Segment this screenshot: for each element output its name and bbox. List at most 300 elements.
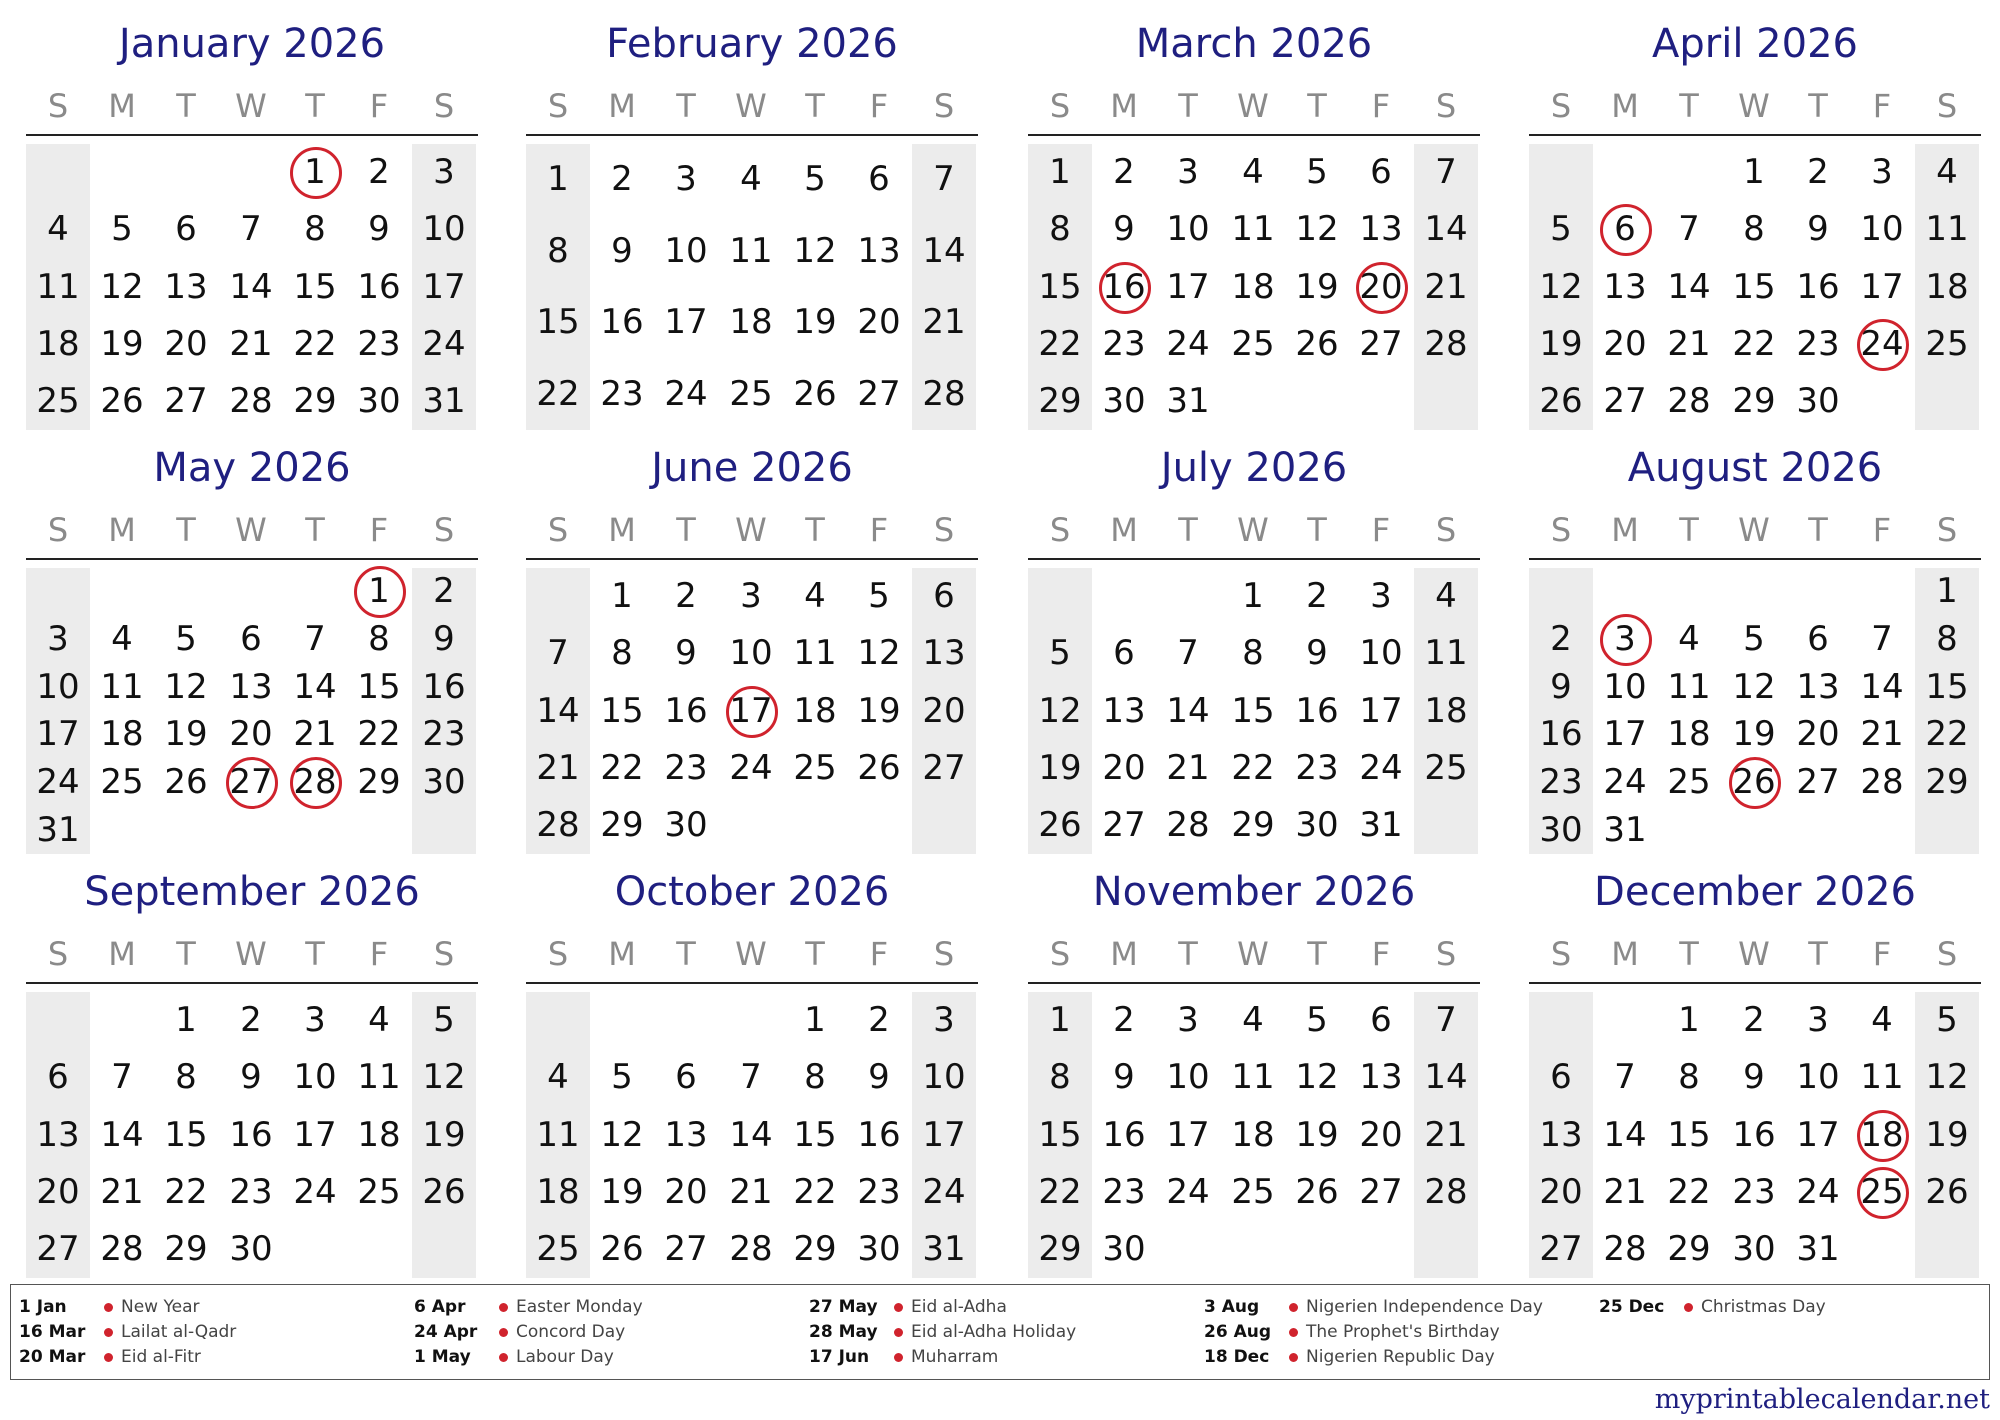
day-cell[interactable] (1092, 683, 1156, 740)
day-cell[interactable] (783, 1049, 847, 1106)
day-cell[interactable] (347, 992, 411, 1049)
day-cell[interactable] (1092, 1164, 1156, 1221)
day-cell[interactable] (283, 1107, 347, 1164)
day-cell[interactable] (1028, 1164, 1092, 1221)
day-cell[interactable] (1285, 992, 1349, 1049)
day-cell[interactable] (654, 1164, 718, 1221)
day-cell[interactable] (1414, 144, 1478, 201)
day-cell[interactable] (1156, 316, 1220, 373)
day-cell[interactable] (1722, 316, 1786, 373)
day-cell[interactable] (154, 1221, 218, 1278)
day-cell[interactable] (654, 294, 718, 351)
site-credit[interactable]: myprintablecalendar.net (1654, 1384, 1990, 1415)
day-cell[interactable] (1028, 373, 1092, 430)
day-cell[interactable] (783, 151, 847, 208)
day-cell[interactable] (1285, 1164, 1349, 1221)
day-cell[interactable] (912, 1164, 976, 1221)
day-cell[interactable] (1786, 201, 1850, 258)
day-cell[interactable] (1722, 1164, 1786, 1221)
day-cell[interactable] (1221, 625, 1285, 682)
day-cell[interactable] (1285, 797, 1349, 854)
day-cell[interactable] (1349, 1164, 1413, 1221)
holiday-day-cell[interactable] (719, 683, 783, 740)
day-cell[interactable] (654, 1107, 718, 1164)
day-cell[interactable] (1028, 992, 1092, 1049)
day-cell[interactable] (1285, 1049, 1349, 1106)
day-cell[interactable] (347, 201, 411, 258)
day-cell[interactable] (1786, 754, 1850, 811)
day-cell[interactable] (1722, 1221, 1786, 1278)
day-cell[interactable] (847, 1107, 911, 1164)
day-cell[interactable] (1529, 1164, 1593, 1221)
day-cell[interactable] (1529, 1221, 1593, 1278)
day-cell[interactable] (1722, 1107, 1786, 1164)
day-cell[interactable] (1221, 1164, 1285, 1221)
day-cell[interactable] (1156, 1049, 1220, 1106)
day-cell[interactable] (1092, 625, 1156, 682)
day-cell[interactable] (847, 1049, 911, 1106)
day-cell[interactable] (1786, 1049, 1850, 1106)
day-cell[interactable] (1414, 740, 1478, 797)
day-cell[interactable] (1529, 316, 1593, 373)
day-cell[interactable] (1722, 373, 1786, 430)
day-cell[interactable] (1529, 259, 1593, 316)
day-cell[interactable] (154, 316, 218, 373)
day-cell[interactable] (719, 151, 783, 208)
day-cell[interactable] (1414, 683, 1478, 740)
day-cell[interactable] (219, 373, 283, 430)
day-cell[interactable] (783, 625, 847, 682)
day-cell[interactable] (219, 259, 283, 316)
day-cell[interactable] (219, 992, 283, 1049)
day-cell[interactable] (1850, 259, 1914, 316)
day-cell[interactable] (26, 1164, 90, 1221)
holiday-day-cell[interactable] (283, 754, 347, 811)
day-cell[interactable] (1285, 201, 1349, 258)
day-cell[interactable] (90, 1049, 154, 1106)
day-cell[interactable] (90, 1164, 154, 1221)
day-cell[interactable] (912, 625, 976, 682)
day-cell[interactable] (1349, 797, 1413, 854)
day-cell[interactable] (1285, 740, 1349, 797)
day-cell[interactable] (1028, 1107, 1092, 1164)
day-cell[interactable] (26, 316, 90, 373)
day-cell[interactable] (526, 151, 590, 208)
day-cell[interactable] (154, 1164, 218, 1221)
day-cell[interactable] (847, 1164, 911, 1221)
day-cell[interactable] (154, 1049, 218, 1106)
day-cell[interactable] (1529, 1107, 1593, 1164)
day-cell[interactable] (154, 259, 218, 316)
day-cell[interactable] (26, 259, 90, 316)
day-cell[interactable] (590, 797, 654, 854)
day-cell[interactable] (526, 1221, 590, 1278)
day-cell[interactable] (1285, 316, 1349, 373)
day-cell[interactable] (590, 1107, 654, 1164)
day-cell[interactable] (719, 366, 783, 423)
day-cell[interactable] (1092, 316, 1156, 373)
day-cell[interactable] (912, 1049, 976, 1106)
day-cell[interactable] (783, 1164, 847, 1221)
day-cell[interactable] (1722, 259, 1786, 316)
day-cell[interactable] (719, 1049, 783, 1106)
day-cell[interactable] (1221, 797, 1285, 854)
day-cell[interactable] (1414, 259, 1478, 316)
day-cell[interactable] (847, 568, 911, 625)
day-cell[interactable] (1349, 568, 1413, 625)
day-cell[interactable] (1722, 1049, 1786, 1106)
day-cell[interactable] (590, 625, 654, 682)
day-cell[interactable] (783, 992, 847, 1049)
day-cell[interactable] (1156, 1107, 1220, 1164)
day-cell[interactable] (412, 1049, 476, 1106)
day-cell[interactable] (1028, 144, 1092, 201)
day-cell[interactable] (783, 568, 847, 625)
day-cell[interactable] (783, 683, 847, 740)
day-cell[interactable] (26, 373, 90, 430)
day-cell[interactable] (1092, 1107, 1156, 1164)
day-cell[interactable] (1349, 740, 1413, 797)
day-cell[interactable] (783, 223, 847, 280)
day-cell[interactable] (1657, 1107, 1721, 1164)
day-cell[interactable] (1915, 201, 1979, 258)
holiday-day-cell[interactable] (1722, 754, 1786, 811)
day-cell[interactable] (1529, 373, 1593, 430)
day-cell[interactable] (1092, 1221, 1156, 1278)
day-cell[interactable] (1285, 1107, 1349, 1164)
day-cell[interactable] (347, 1107, 411, 1164)
day-cell[interactable] (654, 568, 718, 625)
day-cell[interactable] (1221, 1049, 1285, 1106)
day-cell[interactable] (1156, 740, 1220, 797)
day-cell[interactable] (719, 294, 783, 351)
day-cell[interactable] (1221, 1107, 1285, 1164)
day-cell[interactable] (1028, 1049, 1092, 1106)
day-cell[interactable] (1285, 568, 1349, 625)
day-cell[interactable] (412, 144, 476, 201)
day-cell[interactable] (1414, 568, 1478, 625)
day-cell[interactable] (1850, 754, 1914, 811)
day-cell[interactable] (1092, 373, 1156, 430)
day-cell[interactable] (1349, 1107, 1413, 1164)
day-cell[interactable] (912, 1107, 976, 1164)
day-cell[interactable] (1221, 992, 1285, 1049)
day-cell[interactable] (412, 992, 476, 1049)
day-cell[interactable] (1786, 144, 1850, 201)
day-cell[interactable] (847, 151, 911, 208)
day-cell[interactable] (26, 1221, 90, 1278)
day-cell[interactable] (1092, 740, 1156, 797)
day-cell[interactable] (526, 797, 590, 854)
day-cell[interactable] (1221, 201, 1285, 258)
day-cell[interactable] (1414, 625, 1478, 682)
day-cell[interactable] (590, 740, 654, 797)
day-cell[interactable] (1722, 144, 1786, 201)
day-cell[interactable] (90, 1107, 154, 1164)
day-cell[interactable] (1156, 992, 1220, 1049)
day-cell[interactable] (654, 625, 718, 682)
day-cell[interactable] (912, 223, 976, 280)
day-cell[interactable] (154, 992, 218, 1049)
day-cell[interactable] (783, 1107, 847, 1164)
day-cell[interactable] (719, 1164, 783, 1221)
day-cell[interactable] (654, 683, 718, 740)
day-cell[interactable] (347, 373, 411, 430)
day-cell[interactable] (1092, 201, 1156, 258)
day-cell[interactable] (1028, 201, 1092, 258)
day-cell[interactable] (283, 316, 347, 373)
day-cell[interactable] (1414, 316, 1478, 373)
day-cell[interactable] (90, 754, 154, 811)
day-cell[interactable] (719, 625, 783, 682)
day-cell[interactable] (1657, 373, 1721, 430)
holiday-day-cell[interactable] (1349, 259, 1413, 316)
day-cell[interactable] (1285, 625, 1349, 682)
day-cell[interactable] (154, 754, 218, 811)
day-cell[interactable] (847, 683, 911, 740)
day-cell[interactable] (1092, 1049, 1156, 1106)
day-cell[interactable] (654, 797, 718, 854)
day-cell[interactable] (847, 294, 911, 351)
day-cell[interactable] (1657, 992, 1721, 1049)
day-cell[interactable] (1349, 625, 1413, 682)
day-cell[interactable] (1028, 316, 1092, 373)
day-cell[interactable] (1915, 1164, 1979, 1221)
day-cell[interactable] (412, 316, 476, 373)
day-cell[interactable] (1915, 1107, 1979, 1164)
day-cell[interactable] (1529, 1049, 1593, 1106)
day-cell[interactable] (1221, 144, 1285, 201)
day-cell[interactable] (1593, 259, 1657, 316)
day-cell[interactable] (1414, 1164, 1478, 1221)
day-cell[interactable] (1028, 1221, 1092, 1278)
day-cell[interactable] (590, 683, 654, 740)
day-cell[interactable] (1786, 259, 1850, 316)
holiday-day-cell[interactable] (283, 144, 347, 201)
day-cell[interactable] (412, 1107, 476, 1164)
day-cell[interactable] (1786, 316, 1850, 373)
day-cell[interactable] (1156, 201, 1220, 258)
day-cell[interactable] (1349, 201, 1413, 258)
day-cell[interactable] (1349, 992, 1413, 1049)
day-cell[interactable] (590, 294, 654, 351)
day-cell[interactable] (347, 259, 411, 316)
day-cell[interactable] (1092, 797, 1156, 854)
day-cell[interactable] (1028, 259, 1092, 316)
day-cell[interactable] (526, 294, 590, 351)
day-cell[interactable] (1786, 373, 1850, 430)
day-cell[interactable] (1850, 201, 1914, 258)
day-cell[interactable] (26, 201, 90, 258)
day-cell[interactable] (912, 151, 976, 208)
day-cell[interactable] (90, 1221, 154, 1278)
day-cell[interactable] (590, 366, 654, 423)
day-cell[interactable] (590, 223, 654, 280)
day-cell[interactable] (912, 683, 976, 740)
day-cell[interactable] (1092, 144, 1156, 201)
day-cell[interactable] (26, 1049, 90, 1106)
day-cell[interactable] (654, 1221, 718, 1278)
day-cell[interactable] (283, 992, 347, 1049)
day-cell[interactable] (1285, 144, 1349, 201)
day-cell[interactable] (347, 1164, 411, 1221)
day-cell[interactable] (1593, 316, 1657, 373)
day-cell[interactable] (1529, 201, 1593, 258)
day-cell[interactable] (590, 1164, 654, 1221)
day-cell[interactable] (526, 740, 590, 797)
day-cell[interactable] (526, 223, 590, 280)
day-cell[interactable] (526, 1164, 590, 1221)
day-cell[interactable] (1915, 259, 1979, 316)
day-cell[interactable] (654, 151, 718, 208)
holiday-day-cell[interactable] (1850, 316, 1914, 373)
day-cell[interactable] (1657, 1164, 1721, 1221)
day-cell[interactable] (283, 259, 347, 316)
day-cell[interactable] (1657, 754, 1721, 811)
day-cell[interactable] (219, 1221, 283, 1278)
holiday-day-cell[interactable] (1850, 1107, 1914, 1164)
day-cell[interactable] (912, 992, 976, 1049)
day-cell[interactable] (154, 201, 218, 258)
day-cell[interactable] (590, 1049, 654, 1106)
holiday-day-cell[interactable] (219, 754, 283, 811)
holiday-day-cell[interactable] (1092, 259, 1156, 316)
day-cell[interactable] (912, 568, 976, 625)
day-cell[interactable] (1221, 740, 1285, 797)
day-cell[interactable] (1657, 201, 1721, 258)
day-cell[interactable] (154, 373, 218, 430)
day-cell[interactable] (1349, 316, 1413, 373)
day-cell[interactable] (783, 740, 847, 797)
day-cell[interactable] (1349, 1049, 1413, 1106)
day-cell[interactable] (1657, 1221, 1721, 1278)
day-cell[interactable] (1414, 201, 1478, 258)
day-cell[interactable] (412, 259, 476, 316)
day-cell[interactable] (654, 1049, 718, 1106)
day-cell[interactable] (1915, 754, 1979, 811)
day-cell[interactable] (783, 294, 847, 351)
day-cell[interactable] (719, 740, 783, 797)
day-cell[interactable] (526, 1049, 590, 1106)
day-cell[interactable] (1722, 201, 1786, 258)
day-cell[interactable] (412, 1164, 476, 1221)
day-cell[interactable] (1915, 316, 1979, 373)
day-cell[interactable] (1414, 1049, 1478, 1106)
day-cell[interactable] (912, 366, 976, 423)
day-cell[interactable] (719, 568, 783, 625)
day-cell[interactable] (526, 1107, 590, 1164)
day-cell[interactable] (347, 144, 411, 201)
day-cell[interactable] (1657, 316, 1721, 373)
day-cell[interactable] (1028, 625, 1092, 682)
day-cell[interactable] (347, 316, 411, 373)
day-cell[interactable] (1593, 373, 1657, 430)
day-cell[interactable] (590, 568, 654, 625)
day-cell[interactable] (847, 625, 911, 682)
day-cell[interactable] (1850, 992, 1914, 1049)
day-cell[interactable] (526, 366, 590, 423)
day-cell[interactable] (1915, 1049, 1979, 1106)
day-cell[interactable] (1593, 802, 1657, 859)
day-cell[interactable] (1221, 568, 1285, 625)
day-cell[interactable] (1657, 259, 1721, 316)
day-cell[interactable] (26, 802, 90, 859)
day-cell[interactable] (283, 1164, 347, 1221)
day-cell[interactable] (847, 366, 911, 423)
day-cell[interactable] (719, 223, 783, 280)
day-cell[interactable] (154, 1107, 218, 1164)
day-cell[interactable] (1285, 259, 1349, 316)
day-cell[interactable] (1915, 992, 1979, 1049)
day-cell[interactable] (412, 754, 476, 811)
day-cell[interactable] (719, 1221, 783, 1278)
day-cell[interactable] (283, 373, 347, 430)
day-cell[interactable] (1349, 683, 1413, 740)
day-cell[interactable] (1156, 373, 1220, 430)
day-cell[interactable] (1285, 683, 1349, 740)
day-cell[interactable] (1786, 1107, 1850, 1164)
day-cell[interactable] (1414, 992, 1478, 1049)
day-cell[interactable] (526, 683, 590, 740)
day-cell[interactable] (347, 754, 411, 811)
day-cell[interactable] (654, 740, 718, 797)
day-cell[interactable] (590, 151, 654, 208)
day-cell[interactable] (1028, 797, 1092, 854)
day-cell[interactable] (1028, 683, 1092, 740)
day-cell[interactable] (283, 201, 347, 258)
day-cell[interactable] (1028, 740, 1092, 797)
day-cell[interactable] (783, 1221, 847, 1278)
day-cell[interactable] (1915, 144, 1979, 201)
day-cell[interactable] (1156, 683, 1220, 740)
day-cell[interactable] (912, 1221, 976, 1278)
day-cell[interactable] (1156, 797, 1220, 854)
day-cell[interactable] (1529, 802, 1593, 859)
day-cell[interactable] (219, 201, 283, 258)
day-cell[interactable] (412, 373, 476, 430)
day-cell[interactable] (1156, 1164, 1220, 1221)
day-cell[interactable] (1786, 1221, 1850, 1278)
day-cell[interactable] (219, 1049, 283, 1106)
day-cell[interactable] (90, 259, 154, 316)
day-cell[interactable] (1593, 1107, 1657, 1164)
day-cell[interactable] (1156, 259, 1220, 316)
day-cell[interactable] (1657, 1049, 1721, 1106)
day-cell[interactable] (26, 1107, 90, 1164)
day-cell[interactable] (90, 373, 154, 430)
holiday-day-cell[interactable] (1850, 1164, 1914, 1221)
day-cell[interactable] (283, 1049, 347, 1106)
day-cell[interactable] (912, 294, 976, 351)
day-cell[interactable] (1593, 1221, 1657, 1278)
day-cell[interactable] (347, 1049, 411, 1106)
day-cell[interactable] (1221, 316, 1285, 373)
day-cell[interactable] (590, 1221, 654, 1278)
holiday-day-cell[interactable] (1593, 201, 1657, 258)
day-cell[interactable] (719, 1107, 783, 1164)
day-cell[interactable] (90, 316, 154, 373)
day-cell[interactable] (1156, 144, 1220, 201)
day-cell[interactable] (1349, 144, 1413, 201)
day-cell[interactable] (847, 740, 911, 797)
day-cell[interactable] (654, 366, 718, 423)
day-cell[interactable] (654, 223, 718, 280)
day-cell[interactable] (1092, 992, 1156, 1049)
day-cell[interactable] (1850, 1049, 1914, 1106)
day-cell[interactable] (1156, 625, 1220, 682)
day-cell[interactable] (1722, 992, 1786, 1049)
day-cell[interactable] (1593, 1049, 1657, 1106)
